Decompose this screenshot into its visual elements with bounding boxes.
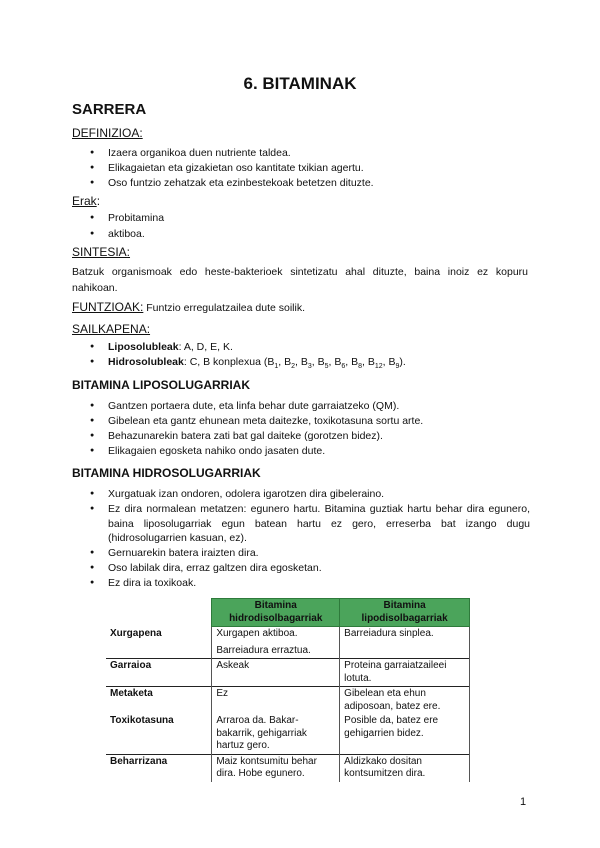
cell-lipo: Aldizkako dositan kontsumitzen dira. [340,754,470,782]
cell-lipo: Barreiadura sinplea. [340,627,470,659]
list-item: ● Gibelean eta gantz ehunean meta daitezke, toxikotasuna sortu arte. [90,414,530,429]
row-label: Garraioa [106,659,212,687]
list-item: ● Oso labilak dira, erraz galtzen dira egosketan. [90,561,530,576]
cell-lipo: Proteina garraiatzaileei lotuta. [340,659,470,687]
page-number: 1 [520,796,527,808]
list-item: ● Behazunarekin batera zati bat gal daiteke (gorotzen bidez). [90,429,530,444]
label-definizioa: DEFINIZIOA: [72,126,143,140]
list-item: ● Elikagaietan eta gizakietan oso kantitate txikian agertu. [90,161,530,176]
row-label: Beharrizana [106,754,212,782]
list-item: ● Ez dira ia toxikoak. [90,576,530,591]
row-label: Toxikotasuna [110,715,174,726]
section-heading-hidrosolugarriak: BITAMINA HIDROSOLUGARRIAK [72,466,261,480]
cell-lipo: Gibelean eta ehun adiposoan, batez ere. [340,687,470,715]
comparison-table [106,598,470,782]
table-row [106,714,470,754]
table-header-lipo: Bitamina lipodisolbagarriak [340,599,470,627]
table-header-row [106,599,470,627]
list-item: ● Xurgatuak izan ondoren, odolera igarotzen dira gibeleraino. [90,487,530,502]
cell-hidro: Xurgapen aktiboa. Barreiadura erraztua. [212,627,340,659]
sintesia-paragraph: Batzuk organismoak edo heste-bakterioek sintetizatu ahal dituzte, baina inoiz ez kopuru nahikoan. [72,266,528,294]
label-sintesia: SINTESIA: [72,245,131,259]
table-row [106,659,470,687]
label-sailkapena: SAILKAPENA: [72,322,151,336]
label-erak: Erak: [72,194,101,208]
list-item: ● Izaera organikoa duen nutriente taldea. [90,146,530,161]
cell-hidro: Askeak [212,659,340,687]
list-item: ● Elikagaien egosketa nahiko ondo jasaten dute. [90,444,530,459]
table-row [106,754,470,782]
table-row [106,687,470,715]
row-label: Xurgapena [110,627,162,639]
table-header-hidro: Bitamina hidrodisolbagarriak [212,599,340,627]
cell-hidro: Maiz kontsumitu behar dira. Hobe egunero. [212,754,340,782]
cell-hidro: Arraroa da. Bakar-bakarrik, gehigarriak hartuz gero. [212,714,340,754]
list-item: ● Probitamina [90,211,530,226]
table-row [106,627,470,659]
cell-lipo: Posible da, batez ere gehigarrien bidez. [340,714,470,754]
list-item: ● aktiboa. [90,227,530,242]
list-item: ● Gantzen portaera dute, eta linfa behar dute garraiatzeko (QM). [90,399,530,414]
section-heading-liposolugarriak: BITAMINA LIPOSOLUGARRIAK [72,378,250,392]
section-heading-sarrera: SARRERA [72,101,147,118]
page-title: 6. BITAMINAK [243,74,357,93]
list-item-hidrosolubleak: ● Hidrosolubleak: C, B konplexua ($B_1$, $B_2$, $B_3$, $B_5$, $B_6$, $B_8$, $B_{12}$, $B_9$). [90,355,530,375]
list-item: ● Oso funtzio zehatzak eta ezinbestekoak betetzen dituzte. [90,176,530,191]
row-label: Metaketa [106,687,212,715]
funtzioak-line: FUNTZIOAK: Funtzio erregulatzailea dute soilik. [72,300,306,314]
cell-hidro: Ez [212,687,340,715]
list-item: ● Ez dira normalean metatzen: egunero hartu. Bitamina guztiak hartu behar dira egunero, baina liposolugarriak egun batean hartu ez gero, erreserba bat izango dugu (hidrosolugarrien kasuan, ez). [90,502,530,546]
list-item: ● Gernuarekin batera iraizten dira. [90,546,530,561]
list-item-liposolubleak: ● Liposolubleak: A, D, E, K. [90,340,530,355]
